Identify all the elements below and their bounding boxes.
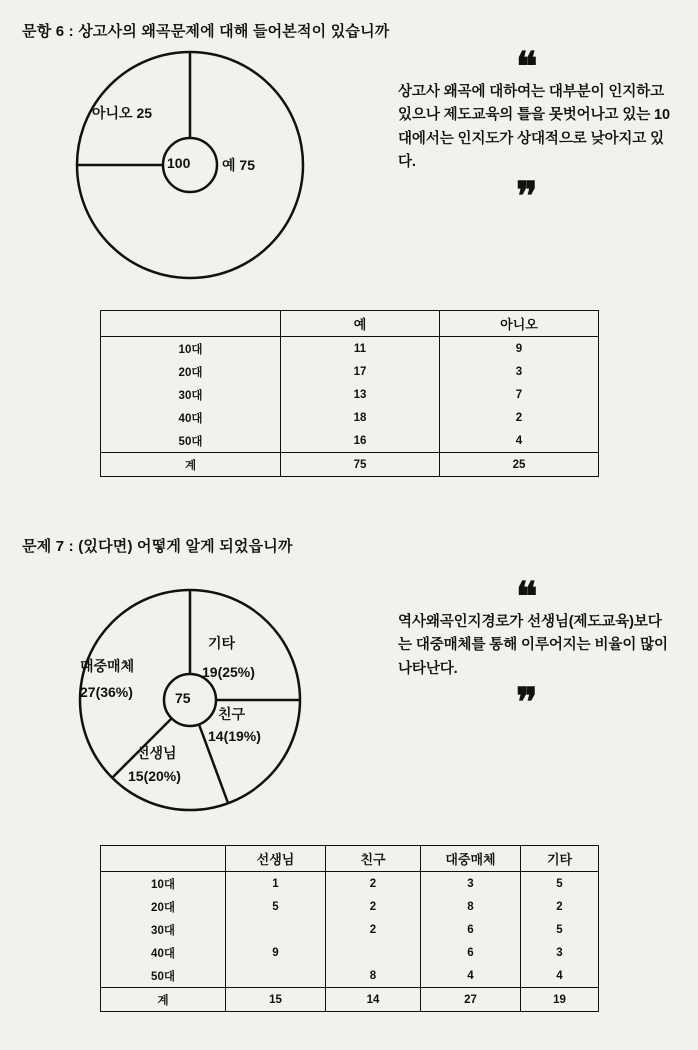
table-7-cell-etc: 5 [521, 872, 599, 896]
table-7-cell-etc: 5 [521, 918, 599, 941]
quote-open-icon: ❝ [516, 44, 540, 89]
table-7-cell-friend: 2 [326, 872, 421, 896]
table-7-cell-teacher: 5 [226, 895, 326, 918]
quote-open-icon: ❝ [516, 574, 540, 619]
table-total-row [101, 988, 599, 1012]
table-6-cell-yes: 17 [281, 360, 440, 383]
table-7-cell-teacher: 9 [226, 941, 326, 964]
table-7-row-label: 30대 [101, 918, 226, 941]
table-6-total-label: 계 [101, 453, 281, 477]
pie-6-label-yes: 예 75 [222, 157, 255, 173]
table-header-row [101, 846, 599, 872]
table-7-cell-media: 6 [421, 918, 521, 941]
table-row [101, 429, 599, 453]
table-7-row-label: 40대 [101, 941, 226, 964]
pie-6-label-no: 아니오 25 [92, 105, 153, 121]
table-6-cell-yes: 18 [281, 406, 440, 429]
table-7-row-label: 20대 [101, 895, 226, 918]
question-7-heading: 문제 7 : (있다면) 어떻게 알게 되었읍니까 [22, 538, 293, 555]
table-row [101, 337, 599, 361]
table-7-cell-media: 4 [421, 964, 521, 988]
table-6-cell-no: 3 [440, 360, 599, 383]
table-7-row-label: 10대 [101, 872, 226, 896]
table-7-cell-teacher [226, 964, 326, 988]
table-6-row-label: 10대 [101, 337, 281, 361]
quote-close-icon: ❞ [516, 680, 540, 726]
table-6-row-label: 40대 [101, 406, 281, 429]
table-total-row [101, 453, 599, 477]
table-7-header-media: 대중매체 [421, 846, 521, 872]
question-6-commentary [398, 44, 674, 219]
table-6-row-label: 50대 [101, 429, 281, 453]
table-6-total-no: 25 [440, 453, 599, 477]
table-7-cell-teacher: 1 [226, 872, 326, 896]
pie-6-center-total: 100 [167, 155, 191, 171]
question-6-pie-chart [70, 45, 310, 285]
pie-7-label-teacher-name: 선생님 [136, 745, 177, 761]
table-6-cell-yes: 11 [281, 337, 440, 361]
table-6-cell-yes: 13 [281, 383, 440, 406]
pie-7-label-etc-value: 19(25%) [202, 664, 255, 680]
question-6-commentary-text: 상고사 왜곡에 대하여는 대부분이 인지하고 있으나 제도교육의 틀을 못벗어나고 있는 10대에서는 인지도가 상대적으로 낮아지고 있다. [398, 84, 670, 171]
table-7-row-label: 50대 [101, 964, 226, 988]
table-7-cell-friend: 8 [326, 964, 421, 988]
table-6-cell-no: 4 [440, 429, 599, 453]
table-7-header-etc: 기타 [521, 846, 599, 872]
table-row [101, 383, 599, 406]
pie-7-label-media-value: 27(36%) [80, 684, 133, 700]
table-7-header-friend: 친구 [326, 846, 421, 872]
question-7-commentary [398, 574, 674, 726]
pie-7-label-friend-value: 14(19%) [208, 728, 261, 744]
table-7-total-teacher: 15 [226, 988, 326, 1012]
table-7-header-teacher: 선생님 [226, 846, 326, 872]
table-7-cell-friend: 2 [326, 918, 421, 941]
table-header-row [101, 311, 599, 337]
table-7-total-media: 27 [421, 988, 521, 1012]
quote-close-icon: ❞ [516, 173, 540, 219]
question-7-pie-chart [70, 580, 310, 820]
table-row [101, 918, 599, 941]
pie-7-label-etc-name: 기타 [208, 635, 236, 651]
question-6-heading: 문항 6 : 상고사의 왜곡문제에 대해 들어본적이 있습니까 [22, 23, 390, 40]
table-7-cell-etc: 3 [521, 941, 599, 964]
table-6-header-yes: 예 [281, 311, 440, 337]
table-7-total-etc: 19 [521, 988, 599, 1012]
question-7-commentary-text: 역사왜곡인지경로가 선생님(제도교육)보다는 대중매체를 통해 이루어지는 비율이 많이 나타난다. [398, 614, 668, 677]
table-6-cell-no: 7 [440, 383, 599, 406]
table-row [101, 964, 599, 988]
table-7-total-friend: 14 [326, 988, 421, 1012]
table-6-total-yes: 75 [281, 453, 440, 477]
table-7-cell-friend: 2 [326, 895, 421, 918]
pie-7-center-total: 75 [175, 690, 191, 706]
table-6-header-corner [101, 311, 281, 337]
pie-7-label-teacher-value: 15(20%) [128, 768, 181, 784]
pie-7-label-friend-name: 친구 [218, 706, 246, 722]
table-7-cell-media: 3 [421, 872, 521, 896]
table-7-header-corner [101, 846, 226, 872]
pie-7-label-media-name: 대중매체 [80, 658, 135, 674]
table-7-total-label: 계 [101, 988, 226, 1012]
table-6-header-no: 아니오 [440, 311, 599, 337]
table-7-cell-media: 8 [421, 895, 521, 918]
table-7-cell-teacher [226, 918, 326, 941]
table-row [101, 360, 599, 383]
table-row [101, 941, 599, 964]
table-6-cell-no: 2 [440, 406, 599, 429]
table-row [101, 895, 599, 918]
table-row [101, 406, 599, 429]
table-7-cell-friend [326, 941, 421, 964]
table-6-row-label: 30대 [101, 383, 281, 406]
table-7-cell-etc: 2 [521, 895, 599, 918]
table-7-cell-media: 6 [421, 941, 521, 964]
table-6-row-label: 20대 [101, 360, 281, 383]
table-6-cell-yes: 16 [281, 429, 440, 453]
question-7-table [100, 845, 599, 1012]
table-6-cell-no: 9 [440, 337, 599, 361]
table-row [101, 872, 599, 896]
question-6-table [100, 310, 599, 477]
table-7-cell-etc: 4 [521, 964, 599, 988]
